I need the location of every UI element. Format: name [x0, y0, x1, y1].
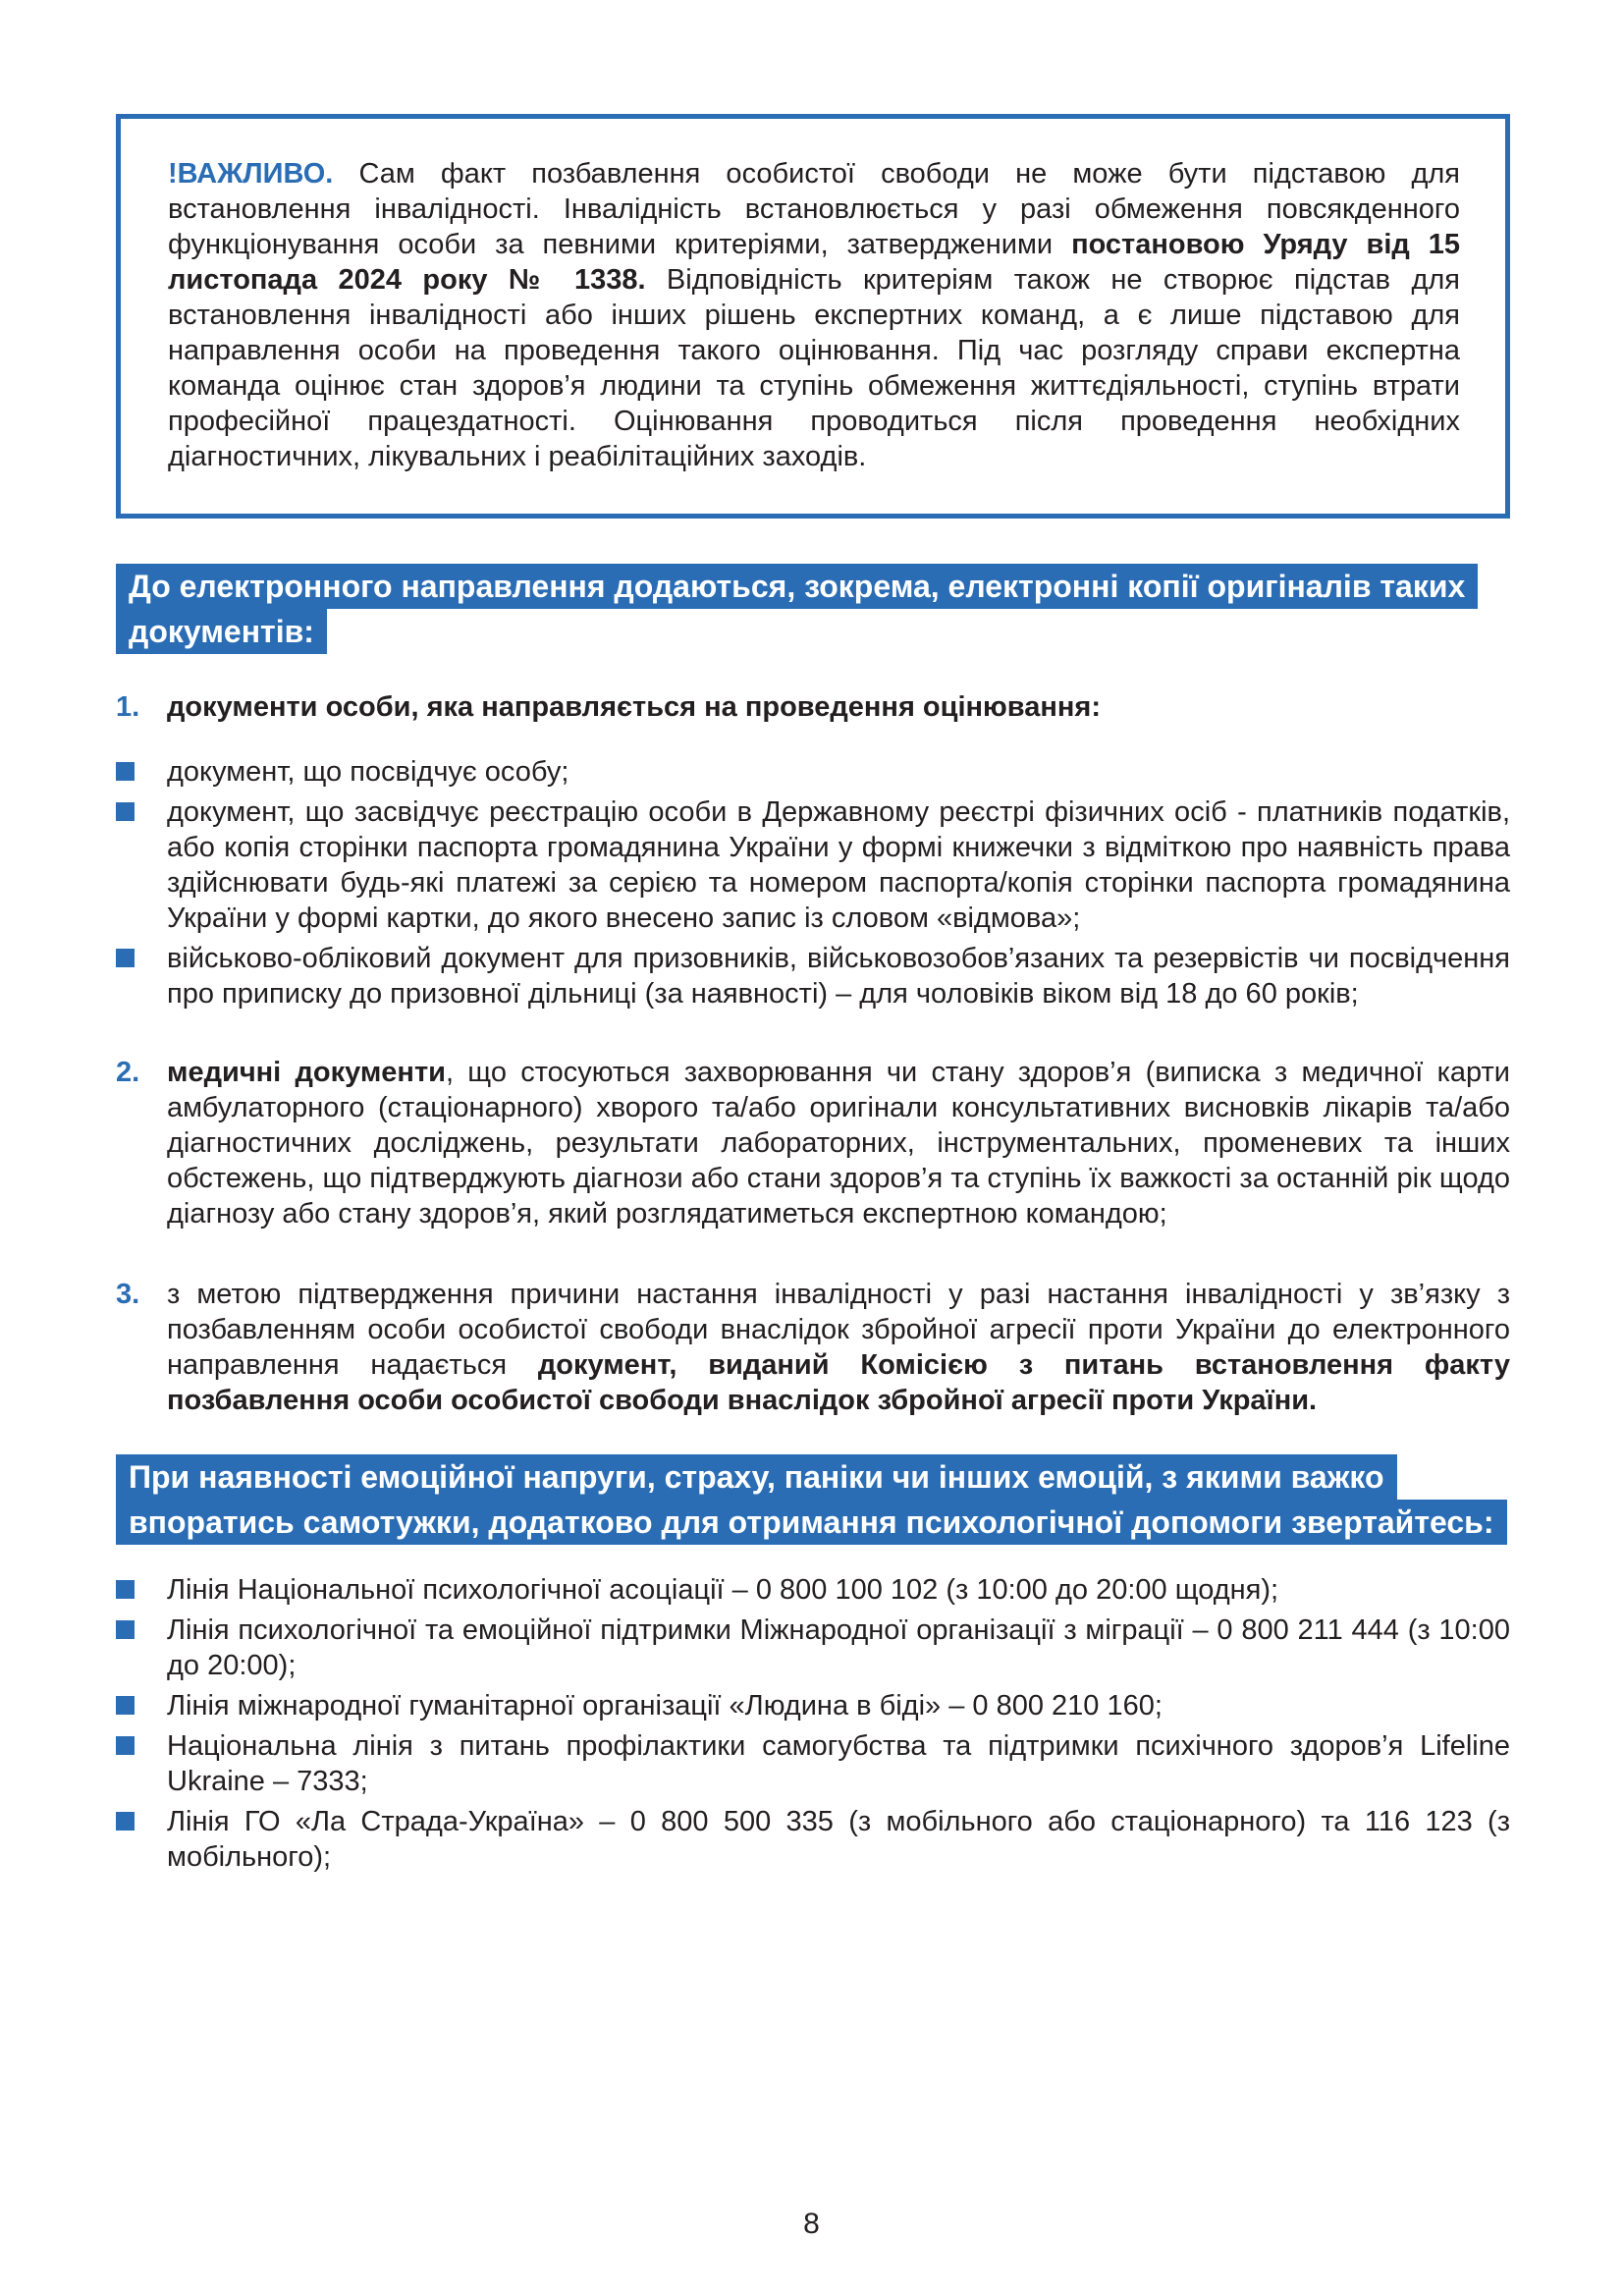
important-label: !ВАЖЛИВО.: [168, 158, 334, 190]
list-item-text: документ, що посвідчує особу;: [167, 756, 569, 788]
important-text-part2: Відповідність критеріям також не створює підстав для встановлення інвалідності або інших рішень експертних команд, а є лише підставою для направлення особи на проведення такого оцінювання. Під час розгляду справи експертна команда оцінює стан здоров’я людини та ступінь обмеження життєдіяльності, ступінь втрати професійної працездатності. Оцінювання проводиться після проведення необхідних діагностичних, лікувальних і реабілітаційних заходів.: [168, 264, 1460, 472]
numbered-item-2: [116, 1055, 1510, 1231]
item-2-number: 2.: [116, 1057, 140, 1088]
psychology-section-heading: [116, 1454, 1510, 1545]
identity-documents-list: [116, 754, 1510, 1011]
item-3-tail-bold: документ, виданий Комісією з питань встановлення факту позбавлення особи особистої свободи внаслідок збройної агресії проти України.: [167, 1349, 1510, 1416]
psychology-section-heading-text: При наявності емоційної напруги, страху, паніки чи інших емоцій, з якими важко впоратись самотужки, додатково для отримання психологічної допомоги звертайтесь:: [116, 1454, 1507, 1545]
list-item: [116, 941, 1510, 1011]
bullet-square-icon: [116, 1804, 167, 1875]
bullet-square-icon: [116, 754, 167, 790]
important-notice-box: [116, 114, 1510, 519]
bullet-square-icon: [116, 1688, 167, 1723]
list-item: [116, 1688, 1510, 1723]
bullet-square-icon: [116, 941, 167, 1011]
item-1-text: документи особи, яка направляється на проведення оцінювання:: [167, 691, 1101, 723]
list-item-text: Національна лінія з питань профілактики самогубства та підтримки психічного здоров’я Lifeline Ukraine – 7333;: [167, 1730, 1510, 1797]
item-3-number: 3.: [116, 1279, 140, 1310]
list-item: [116, 794, 1510, 936]
bullet-square-icon: [116, 794, 167, 936]
list-item-text: Лінія ГО «Ла Страда-Україна» – 0 800 500 335 (з мобільного або стаціонарного) та 116 123 (з мобільного);: [167, 1806, 1510, 1873]
documents-section-heading: [116, 564, 1510, 654]
bullet-square-icon: [116, 1613, 167, 1683]
list-item: [116, 1572, 1510, 1608]
item-2-text: , що стосуються захворювання чи стану здоров’я (виписка з медичної карти амбулаторного (стаціонарного) хворого та/або оригінали консультативних висновків лікарів та/або діагностичних досліджень, результати лабораторних, інструментальних, променевих та інших обстежень, що підтверджують діагнози або стани здоров’я та ступінь їх важкості за останній рік щодо діагнозу або стану здоров’я, який розглядатиметься експертною командою;: [167, 1057, 1510, 1230]
numbered-item-3: [116, 1277, 1510, 1418]
list-item: [116, 1613, 1510, 1683]
list-item-text: Лінія міжнародної гуманітарної організації «Людина в біді» – 0 800 210 160;: [167, 1690, 1163, 1722]
list-item-text: військово-обліковий документ для призовників, військовозобов’язаних та резервістів чи посвідчення про приписку до призовної дільниці (за наявності) – для чоловіків віком від 18 до 60 років;: [167, 943, 1510, 1010]
hotlines-list: [116, 1572, 1510, 1875]
documents-section-heading-text: До електронного направлення додаються, зокрема, електронні копії оригіналів таких документів:: [116, 564, 1478, 654]
bullet-square-icon: [116, 1572, 167, 1608]
important-text-bold: постановою Уряду від 15 листопада 2024 року № 1338.: [168, 229, 1461, 296]
list-item: [116, 1804, 1510, 1875]
list-item-text: документ, що засвідчує реєстрацію особи в Державному реєстрі фізичних осіб - платників податків, або копія сторінки паспорта громадянина України у формі книжечки з відміткою про наявність права здійснювати будь-які платежі за серією та номером паспорта/копія сторінки паспорта громадянина України у формі картки, до якого внесено запис із словом «відмова»;: [167, 796, 1510, 934]
list-item-text: Лінія Національної психологічної асоціації – 0 800 100 102 (з 10:00 до 20:00 щодня);: [167, 1574, 1279, 1606]
bullet-square-icon: [116, 1728, 167, 1799]
list-item-text: Лінія психологічної та емоційної підтримки Міжнародної організації з міграції – 0 800 211 444 (з 10:00 до 20:00);: [167, 1614, 1510, 1681]
item-1-number: 1.: [116, 691, 140, 723]
page-number: 8: [803, 2208, 820, 2240]
list-item: [116, 754, 1510, 790]
item-2-lead-bold: медичні документи: [167, 1057, 446, 1088]
list-item: [116, 1728, 1510, 1799]
item-3-text: з метою підтвердження причини настання інвалідності у разі настання інвалідності у зв’язку з позбавленням особи особистої свободи внаслідок збройної агресії проти України до електронного направлення надається: [167, 1279, 1510, 1381]
numbered-item-1: [116, 689, 1510, 725]
important-text-part1: Сам факт позбавлення особистої свободи не може бути підставою для встановлення інвалідності. Інвалідність встановлюється у разі обмеження повсякденного функціонування особи за певними критеріями, затвердженими: [168, 158, 1460, 260]
